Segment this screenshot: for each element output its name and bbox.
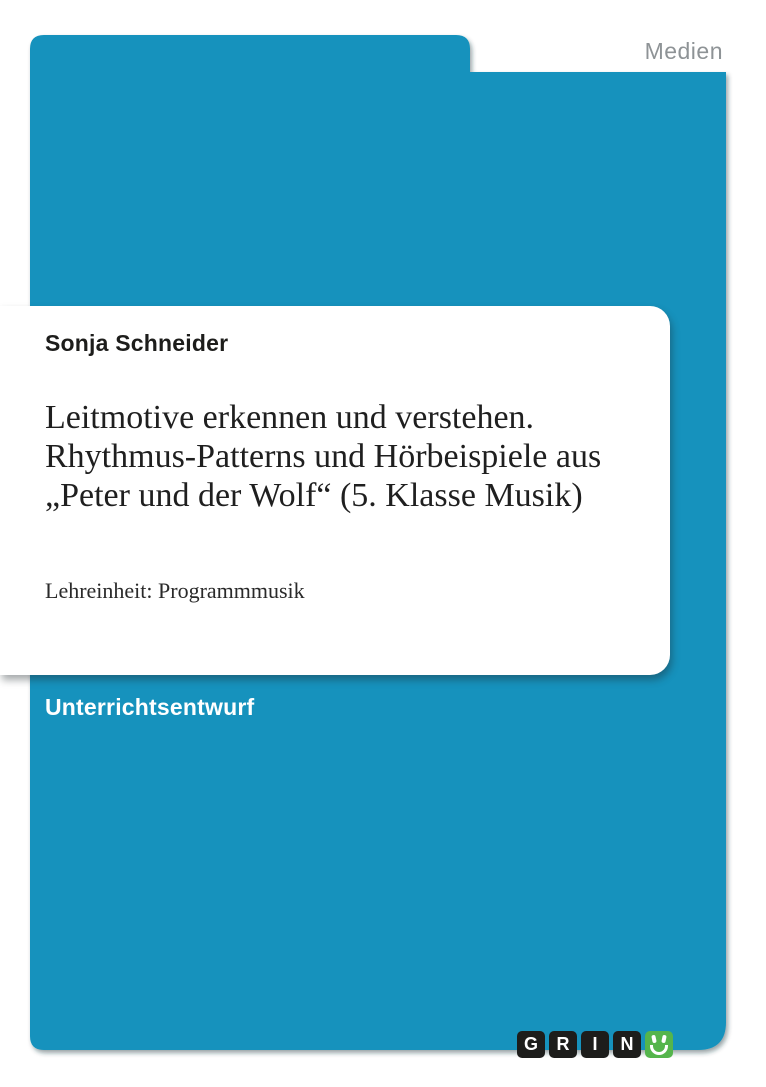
smiley-right-eye	[661, 1035, 667, 1044]
logo-letter-tile: I	[581, 1031, 609, 1058]
author-name: Sonja Schneider	[45, 330, 229, 356]
smiley-icon	[645, 1031, 673, 1058]
document-type-label: Unterrichtsentwurf	[45, 694, 255, 720]
subtitle: Lehreinheit: Programmmusik	[45, 578, 305, 603]
smiley-left-eye	[651, 1035, 657, 1044]
logo-letter-tile: N	[613, 1031, 641, 1058]
logo-letter-tile: G	[517, 1031, 545, 1058]
book-title	[45, 398, 601, 515]
category-label: Medien	[644, 38, 723, 64]
grin-logo	[517, 1031, 673, 1058]
title-line-2: Rhythmus-Patterns und Hörbeispiele aus	[45, 438, 602, 475]
title-card	[0, 306, 670, 675]
title-line-1: Leitmotive erkennen und verstehen.	[45, 399, 535, 436]
smiley-mouth	[650, 1045, 668, 1055]
title-line-3: „Peter und der Wolf“ (5. Klasse Musik)	[45, 477, 583, 514]
logo-letter-tile: R	[549, 1031, 577, 1058]
